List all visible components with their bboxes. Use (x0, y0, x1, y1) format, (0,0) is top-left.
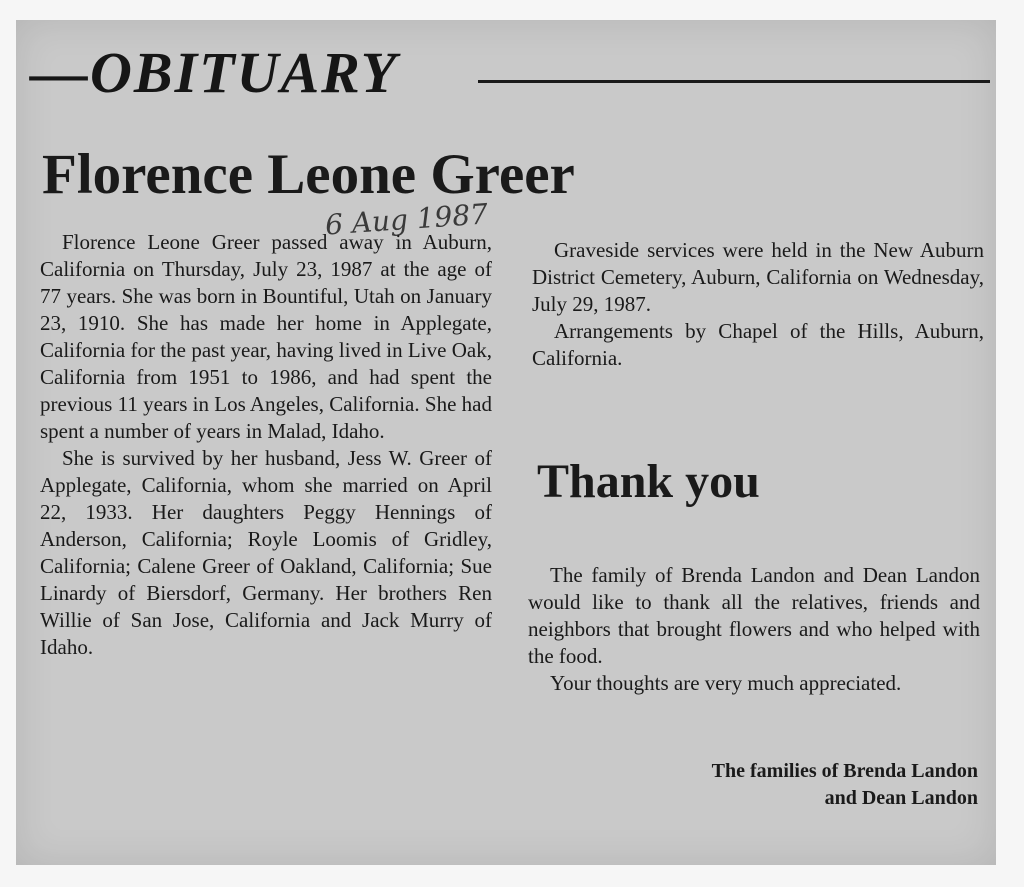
thank-you-paragraph: The family of Brenda Landon and Dean Landon would like to thank all the relatives, friends and neighbors that brought flowers and who helped with the food. (528, 563, 980, 668)
thank-you-body (528, 562, 980, 697)
obituary-paragraph: She is survived by her husband, Jess W. Greer of Applegate, California, whom she married on April 22, 1933. Her daughters Peggy Hennings of Anderson, California; Royle Loomis of Gridley, California; Calene Greer of Oakland, California; Sue Linardy of Biersdorf, Germany. Her brothers Ren Willie of San Jose, California and Jack Murry of Idaho. (40, 446, 492, 659)
obituary-paragraph: Graveside services were held in the New Auburn District Cemetery, Auburn, California on Wednesday, July 29, 1987. (532, 238, 984, 316)
handwritten-date-note: 6 Aug 1987 (324, 197, 489, 242)
thank-you-signature (560, 758, 978, 812)
signature-line: The families of Brenda Landon (711, 760, 978, 782)
title-rule (478, 80, 990, 83)
section-title: —OBITUARY (30, 40, 399, 105)
thank-you-paragraph: Your thoughts are very much appreciated. (550, 671, 902, 695)
thank-you-heading: Thank you (537, 455, 760, 508)
signature-line: and Dean Landon (824, 787, 978, 809)
obituary-headline: Florence Leone Greer (42, 143, 575, 206)
obituary-right-column (532, 237, 984, 372)
obituary-paragraph: Arrangements by Chapel of the Hills, Auburn, California. (532, 319, 984, 370)
obituary-left-column (40, 229, 492, 661)
obituary-paragraph: Florence Leone Greer passed away in Auburn, California on Thursday, July 23, 1987 at the age of 77 years. She was born in Bountiful, Utah on January 23, 1910. She has made her home in Applegate, California for the past year, having lived in Live Oak, California from 1951 to 1986, and had spent the previous 11 years in Los Angeles, California. She had spent a number of years in Malad, Idaho. (40, 230, 492, 443)
